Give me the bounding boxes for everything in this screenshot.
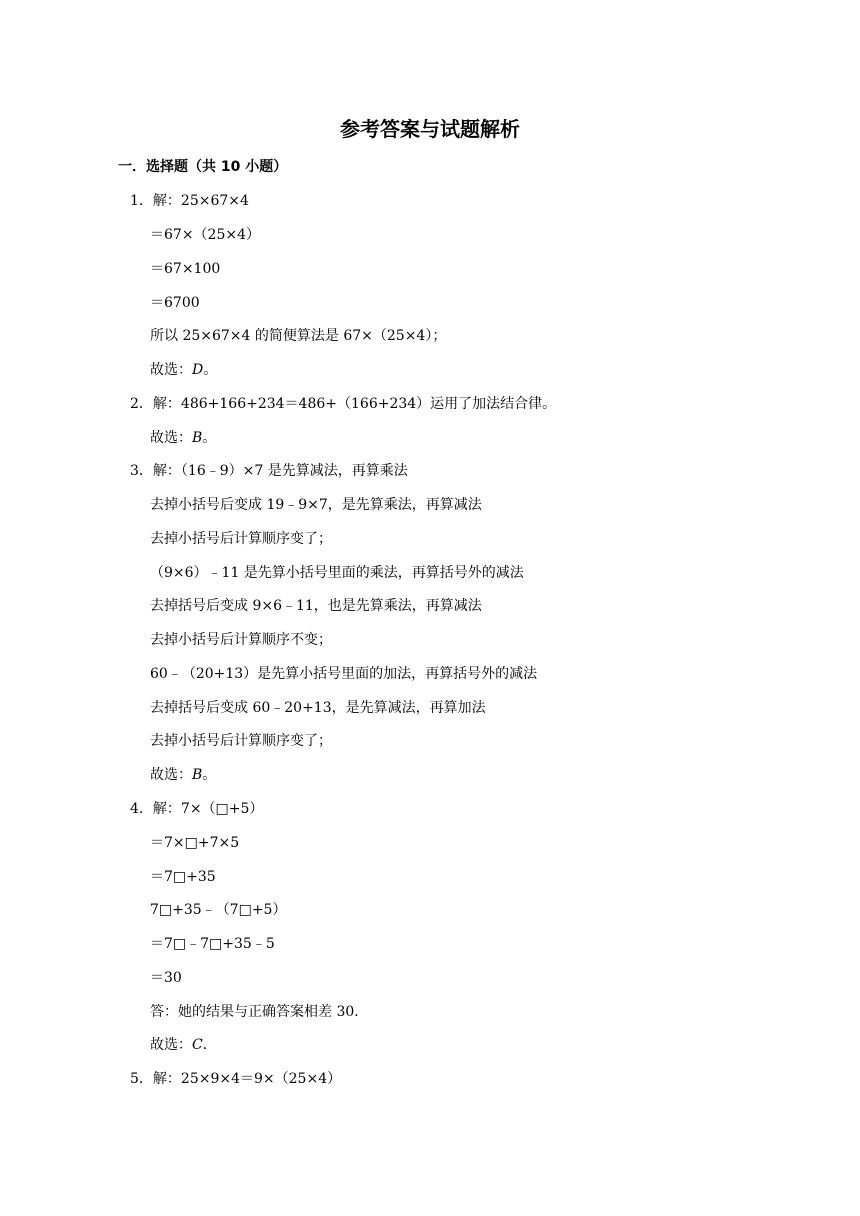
answer-letter: B [192,767,203,783]
question-text: 解：25×67×4 [152,193,249,209]
solution-line: 去掉小括号后计算顺序变了； [150,531,332,547]
answer-suffix: 。 [203,362,218,378]
question-number: 3． [130,463,153,479]
question-text: 解：（16﹣9）×7 是先算减法，再算乘法 [152,463,408,479]
question-1-first-line [130,190,249,212]
solution-line: （9×6）﹣11 是先算小括号里面的乘法，再算括号外的减法 [150,565,524,581]
section-heading: 一．选择题（共 10 小题） [118,159,288,175]
solution-line: ＝67×100 [150,261,221,277]
solution-line: 答：她的结果与正确答案相差 30． [150,1004,369,1020]
answer-line [150,359,217,381]
answer-prefix: 故选： [150,430,192,446]
question-2-first-line [130,393,556,415]
solution-line: 去掉小括号后计算顺序变了； [150,733,332,749]
solution-line: 去掉小括号后计算顺序不变； [150,632,332,648]
answer-suffix: 。 [202,430,217,446]
solution-line: 去掉括号后变成 9×6﹣11，也是先算乘法，再算减法 [150,598,482,614]
question-number: 2． [130,396,153,412]
solution-line: 所以 25×67×4 的简便算法是 67×（25×4）； [150,328,447,344]
question-text: 解：7×（□+5） [152,801,264,817]
answer-letter: B [192,430,203,446]
solution-line: ＝7□+35 [150,869,216,885]
solution-line: 7□+35﹣（7□+5） [150,902,287,918]
solution-line: ＝7□﹣7□+35﹣5 [150,936,275,952]
answer-suffix: 。 [202,767,217,783]
question-text: 解：25×9×4＝9×（25×4） [152,1071,342,1087]
question-4-first-line [130,798,263,820]
solution-line: 去掉小括号后变成 19﹣9×7，是先算乘法，再算减法 [150,497,482,513]
question-3-first-line [130,460,408,482]
question-number: 1． [130,193,153,209]
answer-line [150,427,216,449]
solution-line: 去掉括号后变成 60﹣20+13，是先算减法，再算加法 [150,700,486,716]
page-title: 参考答案与试题解析 [340,117,520,141]
solution-line: ＝6700 [150,295,200,311]
question-number: 5． [130,1071,153,1087]
answer-line [150,764,216,786]
question-text: 解：486+166+234＝486+（166+234）运用了加法结合律。 [152,396,557,412]
answer-line [150,1034,217,1056]
solution-line: 60﹣（20+13）是先算小括号里面的加法，再算括号外的减法 [150,666,538,682]
answer-letter: D [192,362,204,378]
solution-line: ＝7×□+7×5 [150,835,240,851]
answer-prefix: 故选： [150,767,192,783]
answer-suffix: ． [202,1037,217,1053]
answer-letter: C [192,1037,203,1053]
answer-prefix: 故选： [150,1037,192,1053]
question-5-first-line [130,1068,341,1090]
question-number: 4． [130,801,153,817]
solution-line: ＝67×（25×4） [150,227,260,243]
solution-line: ＝30 [150,970,182,986]
answer-prefix: 故选： [150,362,192,378]
